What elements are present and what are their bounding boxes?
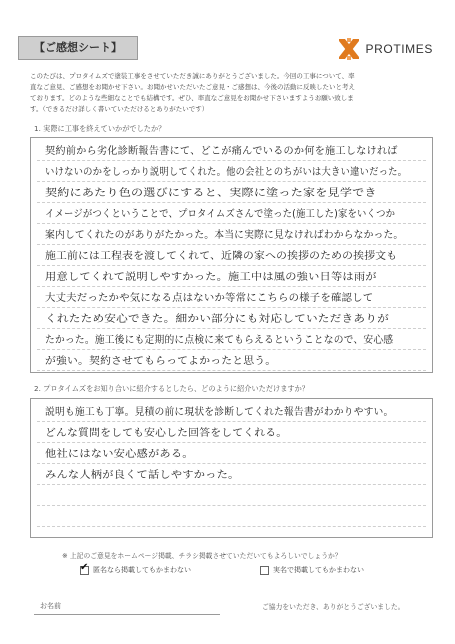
handwritten-answer-line: 大丈夫だったかや気になる点はないか等常にこちらの様子を確認して [45,292,374,304]
consent-option-label: 実名で掲載してもかまわない [273,566,364,574]
handwritten-answer-line: くれたため安心できた。細かい部分にも対応していただきありが [45,313,389,325]
handwritten-answer-line: 用意してくれて説明しやすかった。施工中は風の強い日等は雨が [45,271,377,283]
intro-line: ております。どのような些細なことでも結構です。ぜひ、率直なご意見をお聞かせ下さいますようお願い致しま [30,94,354,102]
anonymous-checkbox[interactable] [80,561,89,575]
question-2-label: 2. プロタイムズをお知り合いに紹介するとしたら、どのように紹介いただけますか？ [34,384,309,393]
consent-option-label: 匿名なら掲載してもかまわない [93,566,191,574]
question-2-answer-box [30,398,433,538]
protimes-x-logo-icon [336,36,362,62]
handwritten-answer-line: 施工前には工程表を渡してくれて、近隣の家への挨拶のための挨拶文も [45,250,398,262]
handwritten-answer-line: みんな人柄が良くて話しやすかった。 [45,469,240,481]
handwritten-answer-line: 説明も施工も丁寧。見積の前に現状を診断してくれた報告書がわかりやすい。 [45,406,394,418]
handwritten-answer-line: どんな質問をしても安心した回答をしてくれる。 [45,427,288,439]
handwritten-answer-line: たかった。施工後にも定期的に点検に来てもらえるということなので、安心感 [45,334,394,346]
consent-option-anonymous[interactable] [80,561,191,575]
name-field-line[interactable] [34,614,220,615]
handwritten-answer-line: 契約にあたり色の選びにすると、実際に塗った家を見学でき [45,187,377,199]
realname-checkbox[interactable] [260,566,269,575]
handwritten-answer-line: 案内してくれたのがありがたかった。本当に実際に見なければわからなかった。 [45,229,404,241]
handwritten-answer-line: が強い。契約させてもらってよかったと思う。 [45,355,277,367]
handwritten-answer-line: 契約前から劣化診断報告書にて、どこが痛んでいるのか何を施工しなければ [45,145,398,157]
thanks-message: ご協力をいただき、ありがとうございました。 [262,603,405,611]
consent-option-realname[interactable] [260,565,364,575]
brand-logo [336,36,433,62]
handwritten-answer-line: いけないのかをしっかり説明してくれた。他の会社とのちがいは大きい違いだった。 [45,166,408,178]
handwritten-answer-line: イメージがつくということで、プロタイムズさんで塗った(施工した)家をいくつか [45,208,396,220]
intro-line: このたびは、プロタイムズで塗装工事をさせていただき誠にありがとうございました。今回の工事について、率 [30,72,355,80]
brand-name: PROTIMES [365,42,433,56]
sheet-title: 【ご感想シート】 [18,36,138,60]
handwritten-answer-line: 他社にはない安心感がある。 [45,448,194,460]
consent-question: ※ 上記のご意見をホームページ掲載、チラシ掲載させていただいてもよろしいでしょうか？ [62,552,342,560]
question-1-answer-box [30,137,433,373]
intro-text [30,71,435,115]
name-field-label: お名前 [40,602,61,610]
question-1-label: 1. 実際に工事を終えていかがでしたか？ [34,124,166,133]
checkmark-icon: ✔ [80,561,89,573]
intro-line: 直なご意見、ご感想をお聞かせ下さい。お聞かせいただいたご意見・ご感想は、今後の活動に反映したいと考え [30,83,355,91]
intro-line: す。（できるだけ詳しく書いていただけるとありがたいです） [30,105,209,113]
